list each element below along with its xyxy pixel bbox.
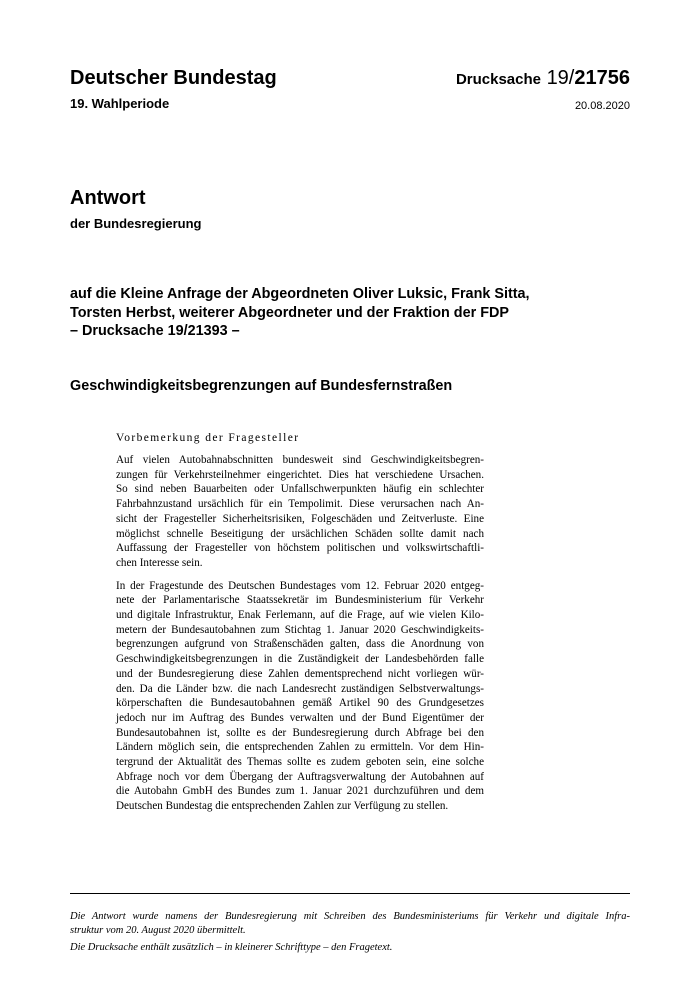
- text-line: Ländern möglich sein, die entsprechenden Zahlen zu ermitteln. Vor dem Hin-: [116, 741, 484, 754]
- text-line: den. Da die Länder bzw. die nach Landesrecht zuständigen Selbstverwaltungs-: [116, 682, 484, 695]
- footer-divider: [70, 893, 630, 894]
- footer-note-2: [70, 941, 630, 955]
- text-line: sicht der Fragesteller Sicherheitsrisiken, Folgeschäden und Zeitverluste. Eine: [116, 512, 484, 525]
- anfrage-line: – Drucksache 19/21393 –: [70, 323, 240, 339]
- antwort-block: [70, 186, 201, 231]
- text-line: Die Drucksache enthält zusätzlich – in kleinerer Schrifttype – den Fragetext.: [70, 942, 393, 953]
- drucksache-prefix: 19/: [546, 67, 575, 89]
- vorbemerkung-title: Vorbemerkung der Fragesteller: [116, 432, 300, 444]
- anfrage-line: Torsten Herbst, weiterer Abgeordneter und der Fraktion der FDP: [70, 304, 509, 321]
- text-line: So sind neben Bauarbeiten oder Unfallschwerpunkten häufig ein schlechter: [116, 483, 484, 496]
- text-line: Auffassung der Fragesteller von höchstem politischen und volkswirtschaftli-: [116, 542, 484, 555]
- vorbemerkung-paragraph-2: [116, 579, 484, 814]
- anfrage-line: auf die Kleine Anfrage der Abgeordneten Oliver Luksic, Frank Sitta,: [70, 286, 530, 302]
- text-line: nete der Parlamentarische Staatssekretär im Bundesministerium für Verkehr: [116, 594, 484, 607]
- text-line: und der Bundesregierung diese Zahlen dementsprechend nicht vorliegen wür-: [116, 667, 484, 680]
- drucksache-line: [456, 66, 630, 92]
- text-line: metern der Bundesautobahnen zum Stichtag 1. Januar 2020 Geschwindigkeits-: [116, 623, 484, 636]
- text-line: Deutschen Bundestag die entsprechenden Zahlen zur Verfügung zu stellen.: [116, 800, 449, 813]
- text-line: körperschaften die Bundesautobahnen gemäß Artikel 90 des Grundgesetzes: [116, 697, 484, 710]
- institution-title: Deutscher Bundestag: [70, 67, 277, 89]
- text-line: Bundesautobahnen ist, sollte es der Bundesregierung durch Abfrage bei den: [116, 726, 484, 739]
- antwort-subtitle: der Bundesregierung: [70, 216, 202, 231]
- text-line: struktur vom 20. August 2020 übermittelt.: [70, 924, 246, 936]
- text-line: begrenzungen aufgrund von Straßenschäden galten, dass die Anordnung von: [116, 638, 484, 651]
- text-line: Fahrbahnzustand ursächlich für ein Tempolimit. Diese verursachen nach An-: [116, 498, 484, 511]
- text-line: die Autobahn GmbH des Bundes zum 1. Januar 2021 durchzuführen und dem: [116, 785, 484, 798]
- text-line: Abfrage noch vor dem Übergang der Auftragsverwaltung der Autobahnen auf: [116, 770, 484, 783]
- drucksache-date: 20.08.2020: [574, 100, 630, 112]
- vorbemerkung: [116, 432, 484, 822]
- header-right: [456, 66, 630, 112]
- antwort-title: Antwort: [70, 187, 146, 209]
- text-line: tergrund der Aktualität des Themas sollte es zudem geboten sein, eine solche: [116, 756, 484, 769]
- anfrage-block: [70, 285, 630, 341]
- footer-notes: [70, 910, 630, 959]
- header-left: [70, 66, 277, 111]
- drucksache-label: Drucksache: [455, 71, 541, 88]
- text-line: In der Fragestunde des Deutschen Bundestages vom 12. Februar 2020 entgeg-: [116, 579, 484, 592]
- text-line: chen Interesse sein.: [116, 556, 203, 569]
- vorbemerkung-paragraph-1: [116, 453, 484, 571]
- text-line: und digitale Infrastruktur, Enak Ferlemann, auf die Frage, auf wie vielen Kilo-: [116, 609, 484, 622]
- text-line: möglichst schnelle Beseitigung der ursächlichen Schäden sollte damit nach: [116, 527, 484, 540]
- wahlperiode: 19. Wahlperiode: [70, 96, 170, 111]
- text-line: Geschwindigkeitsbegrenzungen in die Zuständigkeit der Landesbehörden falle: [116, 653, 484, 666]
- footer-note-1: [70, 910, 630, 937]
- text-line: Die Antwort wurde namens der Bundesregierung mit Schreiben des Bundesministeriums für Verkehr und digitale Infra-: [70, 911, 630, 922]
- topic-heading: Geschwindigkeitsbegrenzungen auf Bundesfernstraßen: [70, 378, 453, 394]
- text-line: zungen für Verkehrsteilnehmer eingerichtet. Dies hat verschiedene Ursachen.: [116, 468, 484, 481]
- drucksache-number: 21756: [574, 67, 630, 89]
- text-line: jedoch nur im Auftrag des Bundes verwalten und der Bund Eigentümer der: [116, 711, 484, 724]
- text-line: Auf vielen Autobahnabschnitten bundesweit sind Geschwindigkeitsbegren-: [116, 454, 484, 466]
